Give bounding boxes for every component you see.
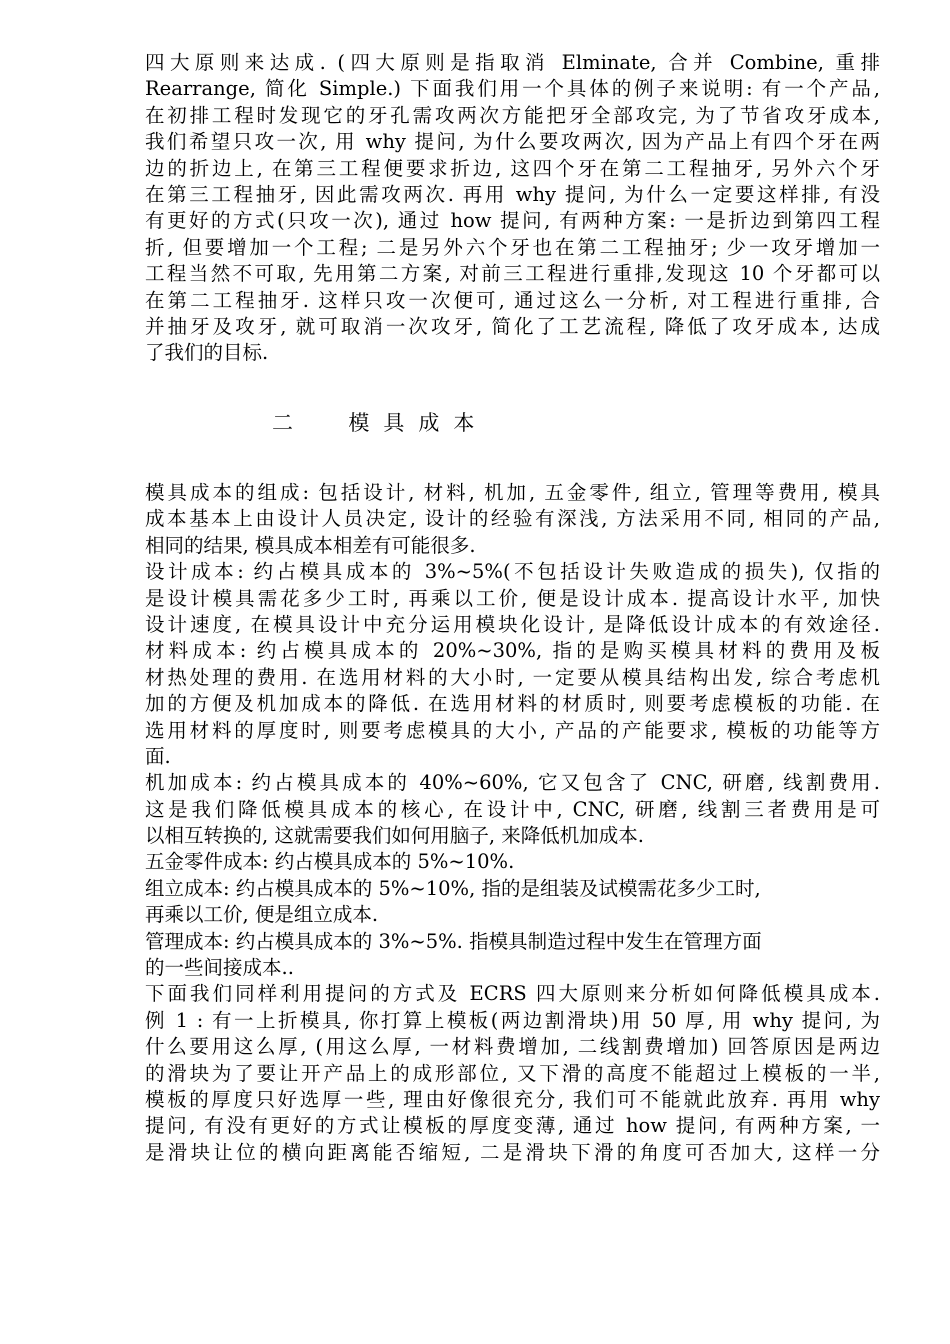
text-line: 相同的结果, 模具成本相差有可能很多.	[145, 533, 476, 557]
text-line: 是滑块让位的横向距离能否缩短, 二是滑块下滑的角度可否加大, 这样一分	[145, 1140, 880, 1164]
text-line: 选用材料的厚度时, 则要考虑模具的大小, 产品的产能要求, 模板的功能等方	[145, 718, 880, 742]
text-line: 以相互转换的, 这就需要我们如何用脑子, 来降低机加成本.	[145, 824, 644, 848]
text-line: 边的折边上, 在第三工程便要求折边, 这四个牙在第二工程抽牙, 另外六个牙	[145, 156, 880, 180]
text-line: 什么要用这么厚, (用这么厚, 一材料费增加, 二线割费增加) 回答原因是两边	[145, 1035, 880, 1059]
text-line: 设计成本: 约占模具成本的 3%~5%(不包括设计失败造成的损失), 仅指的	[145, 560, 880, 584]
text-line: 这是我们降低模具成本的核心, 在设计中, CNC, 研磨, 线割三者费用是可	[145, 797, 880, 821]
text-line: 下面我们同样利用提问的方式及 ECRS 四大原则来分析如何降低模具成本.	[145, 982, 880, 1006]
text-line: 并抽牙及攻牙, 就可取消一次攻牙, 简化了工艺流程, 降低了攻牙成本, 达成	[145, 314, 880, 338]
paragraph-ecrs-example	[145, 50, 880, 367]
text-line: 模板的厚度只好选厚一些, 理由好像很充分, 我们可不能就此放弃. 再用 why	[145, 1087, 880, 1111]
text-line: 再乘以工价, 便是组立成本.	[145, 903, 379, 927]
text-line: 加的方便及机加成本的降低. 在选用材料的材质时, 则要考虑模板的功能. 在	[145, 692, 880, 716]
text-line: 在第二工程抽牙. 这样只攻一次便可, 通过这么一分析, 对工程进行重排, 合	[145, 288, 880, 312]
text-line: 成本基本上由设计人员决定, 设计的经验有深浅, 方法采用不同, 相同的产品,	[145, 507, 880, 531]
text-line: Rearrange, 简化 Simple.) 下面我们用一个具体的例子来说明: 有一个产品,	[145, 77, 880, 101]
text-line: 四大原则来达成. (四大原则是指取消 Elminate, 合并 Combine, 重排	[145, 51, 880, 74]
text-line: 管理成本: 约占模具成本的 3%~5%. 指模具制造过程中发生在管理方面	[145, 929, 762, 953]
text-line: 组立成本: 约占模具成本的 5%~10%, 指的是组装及试模需花多少工时,	[145, 876, 761, 900]
text-line: 例 1 : 有一上折模具, 你打算上模板(两边割滑块)用 50 厚, 用 why 提问, 为	[145, 1008, 880, 1032]
text-line: 材料成本: 约占模具成本的 20%~30%, 指的是购买模具材料的费用及板	[145, 639, 880, 663]
paragraph-mold-cost	[145, 480, 880, 1166]
text-line: 有更好的方式(只攻一次), 通过 how 提问, 有两种方案: 一是折边到第四工程	[145, 209, 880, 233]
text-line: 在初排工程时发现它的牙孔需攻两次方能把牙全部攻完, 为了节省攻牙成本,	[145, 103, 880, 127]
text-line: 模具成本的组成: 包括设计, 材料, 机加, 五金零件, 组立, 管理等费用, 模具	[145, 481, 880, 504]
text-line: 面.	[145, 744, 171, 768]
text-line: 工程当然不可取, 先用第二方案, 对前三工程进行重排,发现这 10 个牙都可以	[145, 262, 880, 286]
text-line: 提问, 有没有更好的方式让模板的厚度变薄, 通过 how 提问, 有两种方案, 一	[145, 1114, 880, 1138]
text-line: 的滑块为了要让开产品上的成形部位, 又下滑的高度不能超过上模板的一半,	[145, 1061, 880, 1085]
text-line: 是设计模具需花多少工时, 再乘以工价, 便是设计成本. 提高设计水平, 加快	[145, 586, 880, 610]
text-line: 材热处理的费用. 在选用材料的大小时, 一定要从模具结构出发, 综合考虑机	[145, 665, 880, 689]
text-line: 我们希望只攻一次, 用 why 提问, 为什么要攻两次, 因为产品上有四个牙在两	[145, 130, 880, 154]
text-line: 的一些间接成本..	[145, 956, 294, 980]
text-line: 设计速度, 在模具设计中充分运用模块化设计, 是降低设计成本的有效途径.	[145, 612, 880, 636]
text-line: 折, 但要增加一个工程; 二是另外六个牙也在第二工程抽牙; 少一攻牙增加一	[145, 235, 880, 259]
text-line: 了我们的目标.	[145, 341, 269, 365]
section-heading-mold-cost: 二 模具成本	[272, 411, 489, 435]
text-line: 在第三工程抽牙, 因此需攻两次. 再用 why 提问, 为什么一定要这样排, 有没	[145, 182, 880, 206]
text-line: 机加成本: 约占模具成本的 40%~60%, 它又包含了 CNC, 研磨, 线割费用.	[145, 771, 880, 795]
text-line: 五金零件成本: 约占模具成本的 5%~10%.	[145, 850, 515, 874]
